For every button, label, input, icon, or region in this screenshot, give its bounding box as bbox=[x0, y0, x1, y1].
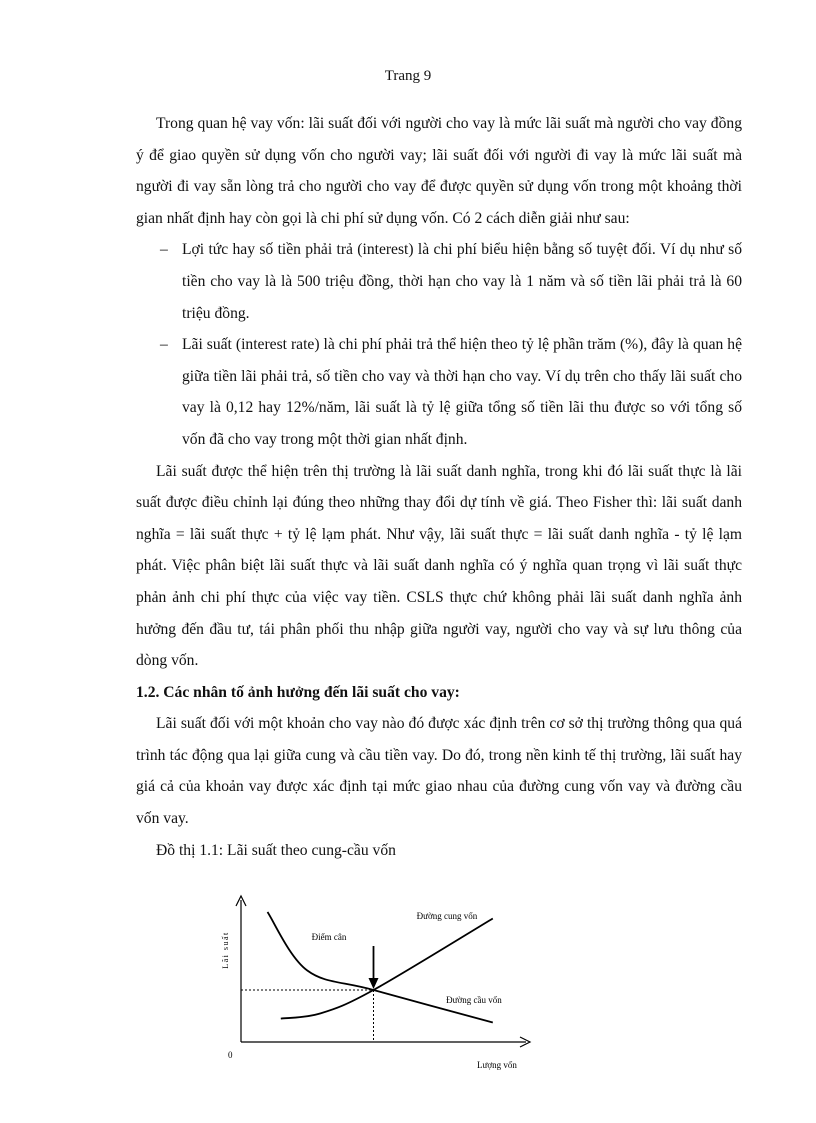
supply-demand-chart bbox=[216, 892, 536, 1082]
y-axis-label: Lãi suất bbox=[221, 931, 230, 969]
demand-curve-label: Đường cầu vốn bbox=[446, 995, 502, 1005]
section-heading: 1.2. Các nhân tố ảnh hưởng đến lãi suất cho vay: bbox=[136, 683, 460, 701]
figure-caption: Đồ thị 1.1: Lãi suất theo cung-cầu vốn bbox=[156, 841, 396, 859]
dash-bullet: – bbox=[160, 336, 168, 354]
dash-bullet: – bbox=[160, 241, 168, 259]
demand-curve bbox=[268, 912, 493, 1023]
supply-curve-label: Đường cung vốn bbox=[416, 911, 478, 921]
x-axis-label: Lượng vốn bbox=[477, 1060, 517, 1070]
page-number: Trang 9 bbox=[384, 68, 432, 84]
list-item bbox=[154, 329, 742, 455]
list-item bbox=[154, 234, 742, 329]
equilibrium-label: Điểm cân bbox=[311, 932, 347, 942]
bullet-text-interest-rate: Lãi suất (interest rate) là chi phí phải trả thể hiện theo tỷ lệ phần trăm (%), đây là quan hệ giữa tiền lãi phải trả, số tiền cho vay và thời hạn cho vay. Ví dụ trên cho thấy lãi suất cho vay là 0,12 hay 12%/năm, lãi suất là tỷ lệ giữa tổng số tiền lãi thu được so với tổng số vốn đã cho vay trong một thời gian nhất định. bbox=[182, 336, 742, 448]
document-body bbox=[136, 108, 742, 866]
bullet-list bbox=[136, 234, 742, 455]
chart-svg bbox=[216, 892, 536, 1082]
paragraph-nominal-real: Lãi suất được thể hiện trên thị trường là lãi suất danh nghĩa, trong khi đó lãi suất thực là lãi suất được điều chỉnh lại đúng theo những thay đổi dự tính về giá. Theo Fisher thì: lãi suất danh nghĩa = lãi suất thực + tỷ lệ lạm phát. Như vậy, lãi suất thực = lãi suất danh nghĩa - tỷ lệ lạm phát. Việc phân biệt lãi suất thực và lãi suất danh nghĩa có ý nghĩa quan trọng vì lãi suất thực phản ảnh chi phí thực của việc vay tiền. CSLS thực chứ không phải lãi suất danh nghĩa ảnh hưởng đến đầu tư, tái phân phối thu nhập giữa người vay, người cho vay và sự lưu thông của dòng vốn. bbox=[136, 462, 742, 670]
paragraph-market-rate: Lãi suất đối với một khoản cho vay nào đó được xác định trên cơ sở thị trường thông qua quá trình tác động qua lại giữa cung và cầu tiền vay. Do đó, trong nền kinh tế thị trường, lãi suất hay giá cả của khoản vay được xác định tại mức giao nhau của đường cung vốn vay và đường cầu vốn vay. bbox=[136, 715, 742, 828]
bullet-text-interest: Lợi tức hay số tiền phải trả (interest) là chi phí biểu hiện bằng số tuyệt đối. Ví dụ như số tiền cho vay là là 500 triệu đồng, thời hạn cho vay là 1 năm và số tiền lãi phải trả là 60 triệu đồng. bbox=[182, 241, 742, 322]
paragraph-loan-relation: Trong quan hệ vay vốn: lãi suất đối với người cho vay là mức lãi suất mà người cho vay đồng ý để giao quyền sử dụng vốn cho người vay; lãi suất đối với người đi vay là mức lãi suất mà người đi vay sẵn lòng trả cho người cho vay để được quyền sử dụng vốn trong một khoảng thời gian nhất định hay còn gọi là chi phí sử dụng vốn. Có 2 cách diễn giải như sau: bbox=[136, 115, 742, 227]
origin-label: 0 bbox=[228, 1050, 233, 1060]
